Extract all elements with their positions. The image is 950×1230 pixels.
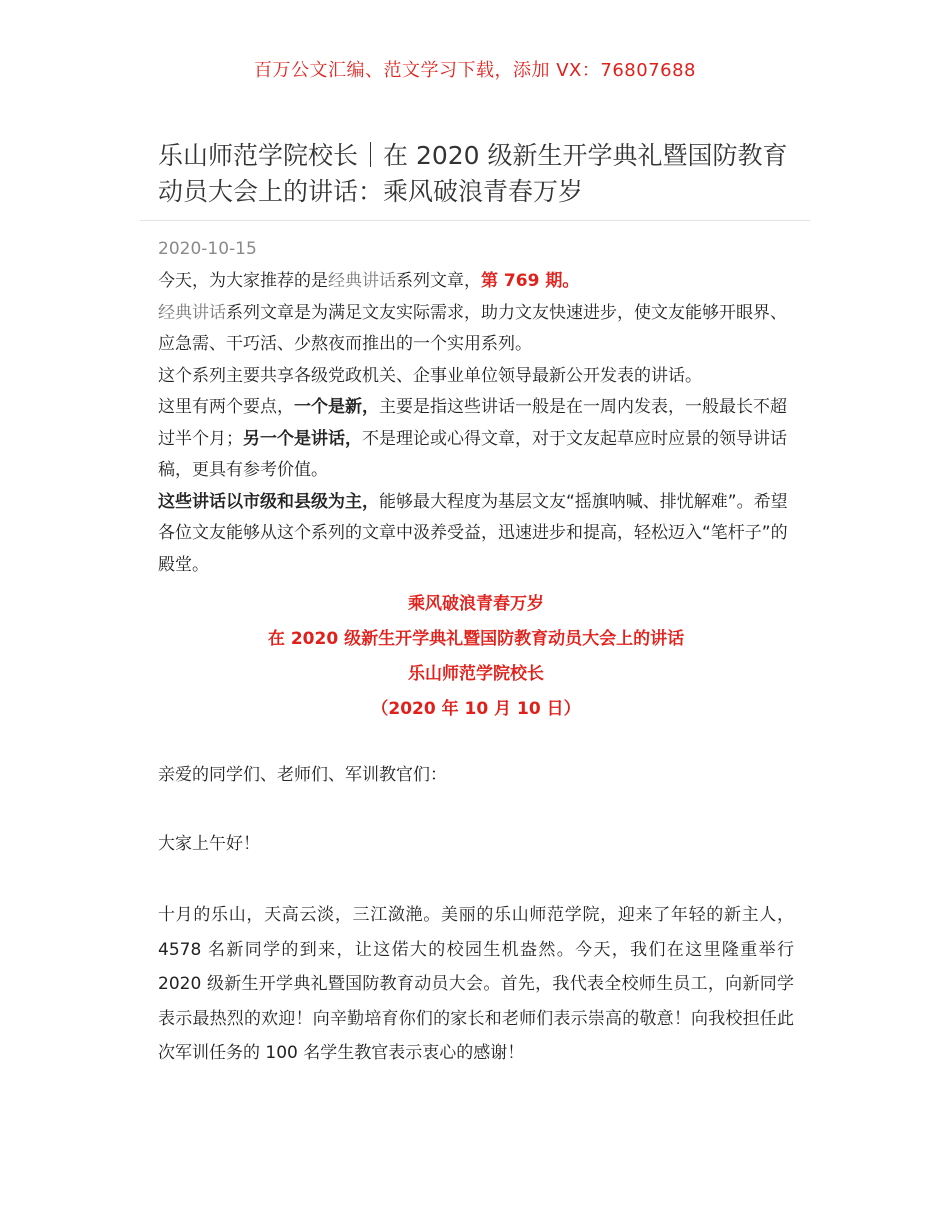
issue-number: 第 769 期。 — [481, 271, 580, 291]
speech-paragraph-1: 十月的乐山，天高云淡，三江潋滟。美丽的乐山师范学院，迎来了年轻的新主人，4578 名新同学的到来，让这偌大的校园生机盎然。今天，我们在这里隆重举行 2020 级新生开学典礼暨国防教育动员大会。首先，我代表全校师生员工，向新同学表示最热烈的欢迎！向辛勤培育你们的家长和老师们表示崇高的敬意！向我校担任此次军训任务的 100 名学生教官表示衷心的感谢！ — [158, 905, 794, 1063]
article-intro — [158, 266, 794, 727]
article-title: 乐山师范学院校长｜在 2020 级新生开学典礼暨国防教育动员大会上的讲话：乘风破浪青春万岁 — [158, 141, 788, 206]
key-point-speech: 另一个是讲话， — [243, 428, 362, 449]
promo-banner: 百万公文汇编、范文学习下载，添加 VX：76807688 — [254, 60, 696, 81]
intro-paragraph-1 — [158, 266, 794, 298]
intro-text: 能够最大程度为基层文友“摇旗呐喊、排忧解难”。希望各位文友能够从这个系列的文章中汲养受益，迅速进步和提高，轻松迈入“笔杆子”的殿堂。 — [158, 491, 788, 575]
publish-date: 2020-10-15 — [158, 239, 257, 259]
intro-text: 今天，为大家推荐的是 — [158, 271, 328, 291]
speech-speaker: 乐山师范学院校长 — [408, 664, 544, 684]
intro-text: 系列文章是为满足文友实际需求，助力文友快速进步，使文友能够开眼界、应急需、干巧活、少熬夜而推出的一个实用系列。 — [158, 302, 787, 354]
intro-text: 主要是指这些讲话一般是在一周内发表，一般最长不超过半个月； — [158, 397, 787, 449]
intro-paragraph-3: 这个系列主要共享各级党政机关、企事业单位领导最新公开发表的讲话。 — [158, 365, 702, 386]
speech-header — [158, 587, 794, 727]
key-point-new: 一个是新， — [294, 397, 379, 417]
series-name: 经典讲话 — [158, 302, 226, 323]
speech-date: （2020 年 10 月 10 日） — [371, 699, 581, 719]
title-divider — [140, 220, 810, 221]
intro-paragraph-2 — [158, 298, 794, 361]
series-name: 经典讲话 — [328, 271, 396, 291]
speech-salutation: 亲爱的同学们、老师们、军训教官们： — [158, 765, 447, 785]
key-point-level: 这些讲话以市级和县级为主， — [158, 491, 379, 512]
speech-greeting: 大家上午好！ — [158, 834, 260, 854]
speech-subtitle: 在 2020 级新生开学典礼暨国防教育动员大会上的讲话 — [267, 629, 685, 649]
intro-text: 不是理论或心得文章，对于文友起草应时应景的领导讲话稿，更具有参考价值。 — [158, 428, 787, 480]
intro-text: 这里有两个要点， — [158, 397, 294, 417]
intro-paragraph-4 — [158, 392, 794, 487]
speech-headline: 乘风破浪青春万岁 — [408, 594, 544, 614]
intro-paragraph-5 — [158, 487, 794, 582]
intro-text: 系列文章， — [396, 271, 481, 291]
